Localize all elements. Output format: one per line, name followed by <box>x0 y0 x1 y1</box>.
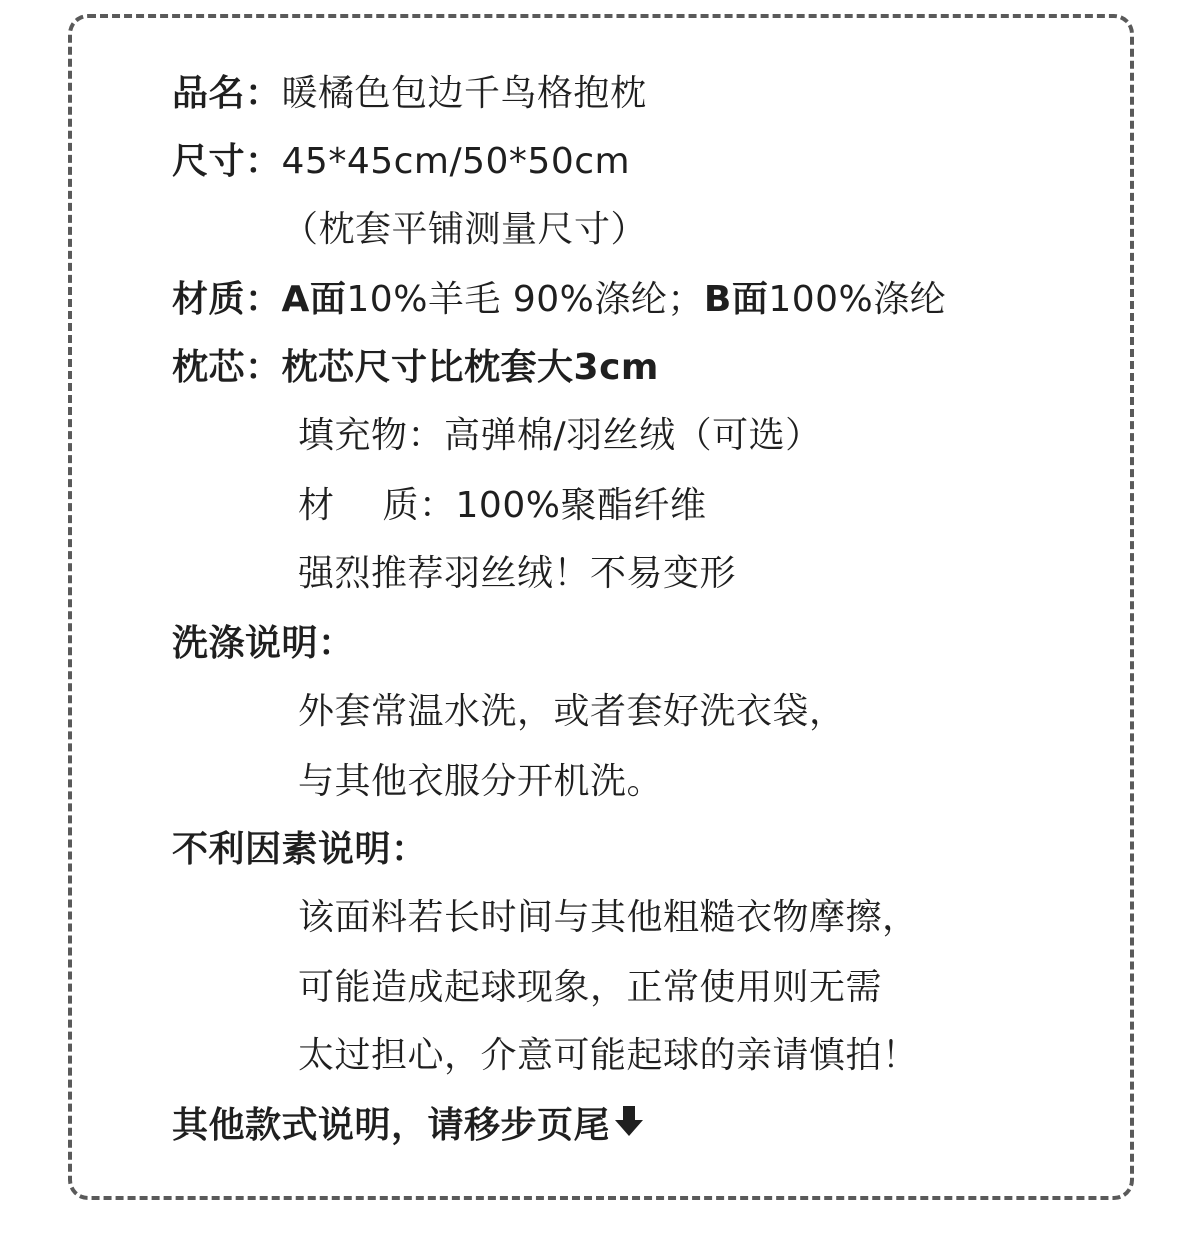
core-row <box>172 338 659 398</box>
fill-label: 填充物： <box>298 415 445 456</box>
material-a-label: A面 <box>281 279 347 320</box>
washing-line-1 <box>298 682 846 742</box>
recommend-row <box>298 544 736 604</box>
core-material-label-1: 材 <box>298 485 335 526</box>
core-label: 枕芯： <box>172 347 282 388</box>
material-label: 材质： <box>172 279 282 320</box>
disadvantage-line-2 <box>298 958 882 1018</box>
core-material-row <box>298 476 706 536</box>
material-b-label: B面 <box>703 279 769 320</box>
washing-title: 洗涤说明： <box>172 623 355 664</box>
footer-row <box>172 1096 644 1156</box>
product-name-row <box>172 64 647 124</box>
fill-row <box>298 406 822 466</box>
size-label: 尺寸： <box>172 141 282 182</box>
disadvantage-line-3 <box>298 1026 919 1086</box>
down-arrow-icon <box>614 1097 644 1157</box>
disadvantage-text-1: 该面料若长时间与其他粗糙衣物摩擦， <box>298 897 919 938</box>
size-note: （枕套平铺测量尺寸） <box>282 209 648 250</box>
disadvantage-title: 不利因素说明： <box>172 829 428 870</box>
material-row <box>172 270 946 330</box>
core-material-value: 100%聚酯纤维 <box>455 485 707 526</box>
size-value: 45*45cm/50*50cm <box>281 141 631 182</box>
recommend-text: 强烈推荐羽丝绒！不易变形 <box>298 553 737 594</box>
material-a-value: 10%羊毛 90%涤纶； <box>346 279 704 320</box>
footer-text: 其他款式说明，请移步页尾 <box>172 1105 611 1146</box>
disadvantage-text-3: 太过担心，介意可能起球的亲请慎拍！ <box>298 1035 919 1076</box>
core-value: 枕芯尺寸比枕套大3cm <box>281 347 659 388</box>
washing-title-row <box>172 614 355 674</box>
washing-line-2 <box>298 752 663 812</box>
content <box>172 0 1152 1237</box>
disadvantage-line-1 <box>298 888 919 948</box>
size-note-row <box>282 200 647 260</box>
washing-text-2: 与其他衣服分开机洗。 <box>298 761 664 802</box>
core-material-label-2: 质： <box>382 485 456 526</box>
product-name-label: 品名： <box>172 73 282 114</box>
disadvantage-text-2: 可能造成起球现象，正常使用则无需 <box>298 967 883 1008</box>
disadvantage-title-row <box>172 820 428 880</box>
fill-value: 高弹棉/羽丝绒（可选） <box>444 415 822 456</box>
washing-text-1: 外套常温水洗，或者套好洗衣袋， <box>298 691 846 732</box>
material-b-value: 100%涤纶 <box>768 279 947 320</box>
product-name-value: 暖橘色包边千鸟格抱枕 <box>281 73 647 114</box>
size-row <box>172 132 630 192</box>
